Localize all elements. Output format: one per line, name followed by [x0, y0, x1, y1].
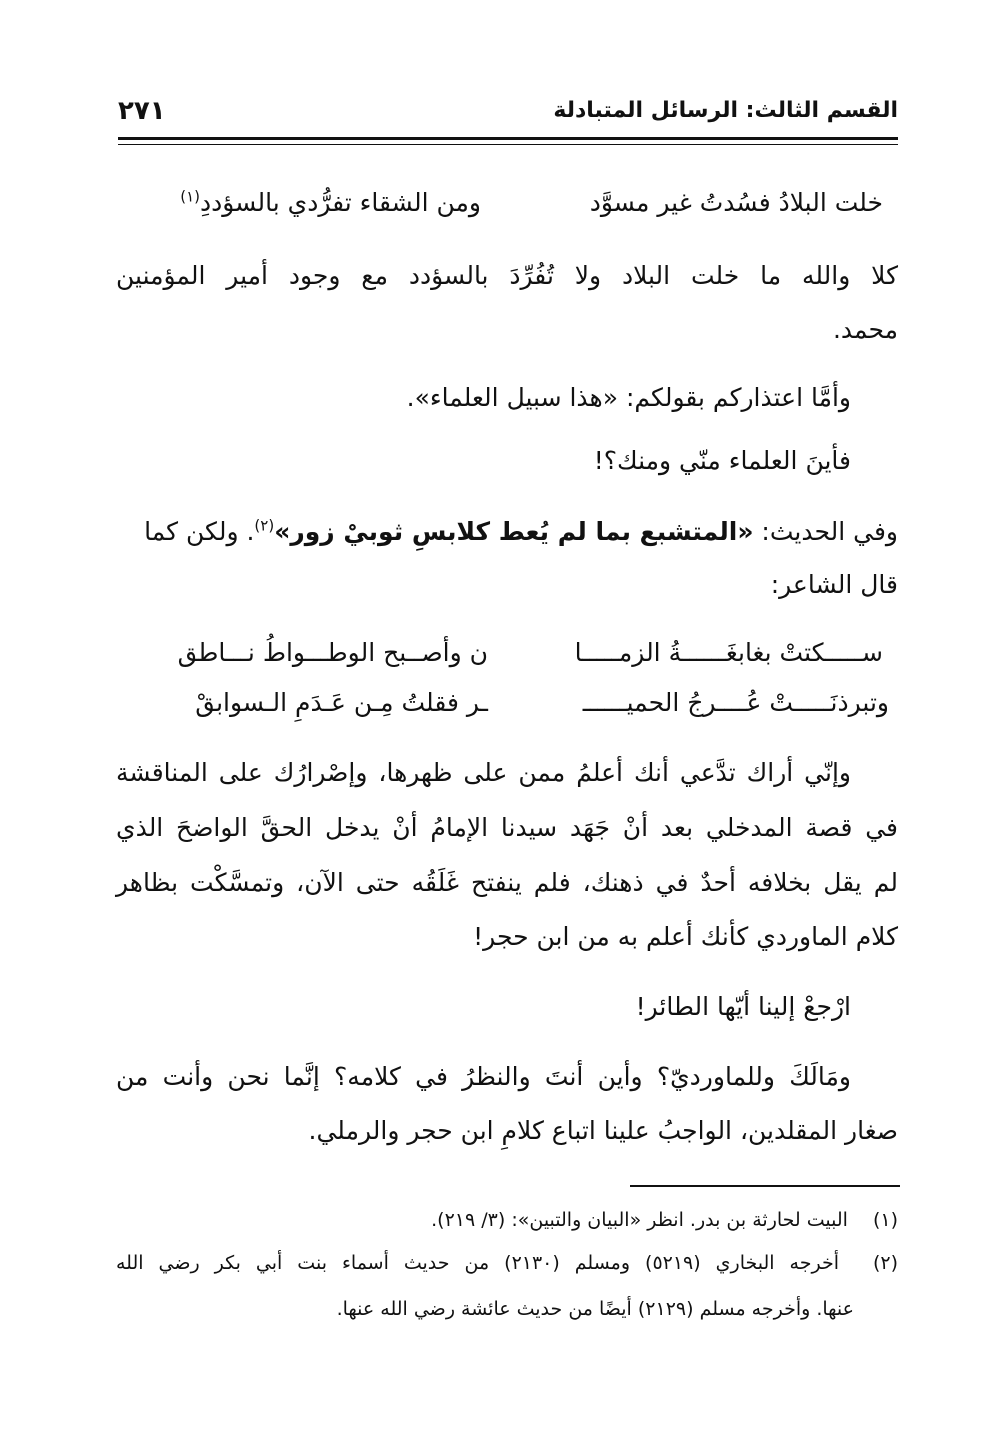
paragraph-5-line-2: في قصة المدخلي بعد أنْ جَهَد سيدنا الإمامُ أنْ يدخل الحقَّ الواضحَ الذي	[116, 813, 898, 842]
footnote-marker-1: (١)	[180, 187, 200, 206]
paragraph-5-line-4: كلام الماوردي كأنك أعلم به من ابن حجر!	[473, 922, 898, 951]
header-rule-thin	[118, 144, 898, 145]
footnote-1-text: البيت لحارثة بن بدر. انظر «البيان والتبين»: (٣/ ٢١٩).	[431, 1209, 848, 1231]
paragraph-4-suffix: . ولكن كما	[144, 517, 255, 546]
running-title: القسم الثالث: الرسائل المتبادلة	[553, 98, 898, 123]
paragraph-5-line-1: وإنّي أراك تدَّعي أنك أعلمُ ممن على ظهرها، وإصْرارُك على المناقشة	[116, 758, 851, 787]
paragraph-4-line-1	[116, 512, 898, 552]
verse-1-right-hemistich	[590, 183, 883, 223]
footnote-1-number: (١)	[872, 1209, 898, 1231]
footnote-2-text: أخرجه البخاري (٥٢١٩) ومسلم (٢١٣٠) من حديث أسماء بنت أبي بكر رضي الله	[116, 1252, 839, 1274]
verse-1-right-text: خلت البلادُ فسُدتُ غير مسوَّد	[589, 188, 883, 217]
verse-3-left-hemistich: ـر فقلتُ مِـن عَـدَمِ الـسوابقْ	[195, 688, 488, 717]
hadith-quote: «المتشبع بما لم يُعط كلابسِ ثوبيْ زور»	[274, 517, 754, 546]
paragraph-6: ارْجعْ إلينا أيّها الطائر!	[635, 992, 851, 1021]
footnote-1	[116, 1205, 898, 1235]
paragraph-2: وأمَّا اعتذاركم بقولكم: «هذا سبيل العلماء».	[406, 383, 851, 412]
paragraph-3: فأينَ العلماء منّي ومنك؟!	[593, 446, 851, 475]
paragraph-1-line-1: كلا والله ما خلت البلاد ولا تُفُرِّدَ بالسؤدد مع وجود أمير المؤمنين	[116, 261, 898, 290]
header-rule-thick	[118, 137, 898, 140]
page-header	[118, 96, 898, 136]
verse-2-right-hemistich: ســـــكتتْ بغابغَــــــةُ الزمـــــا	[574, 638, 883, 667]
paragraph-1-line-2: محمد.	[832, 315, 898, 344]
footnote-2-number: (٢)	[872, 1252, 898, 1274]
verse-2-left-hemistich: ن وأصــبح الوطـــواطُ نـــاطق	[177, 638, 488, 667]
verse-1-left-hemistich	[180, 183, 481, 223]
verse-3-right-hemistich: وتبرذنَـــــتْ عُــــرجُ الحميــــــ	[582, 688, 889, 717]
page-number: ٢٧١	[118, 96, 166, 126]
footnote-marker-2: (٢)	[254, 516, 275, 535]
footnote-separator	[630, 1185, 900, 1187]
footnote-2-line-1	[116, 1248, 898, 1278]
paragraph-4-prefix: وفي الحديث:	[753, 517, 898, 546]
paragraph-7-line-2: صغار المقلدين، الواجبُ علينا اتباع كلامِ ابن حجر والرملي.	[308, 1116, 898, 1145]
paragraph-7-line-1: ومَالَكَ وللماورديّ؟ وأين أنتَ والنظرُ في كلامه؟ إنَّما نحن وأنت من	[116, 1062, 851, 1091]
paragraph-5-line-3: لم يقل بخلافه أحدٌ في ذهنك، فلم ينفتح غَلَقُه حتى الآن، وتمسَّكْت بظاهر	[116, 868, 898, 897]
paragraph-4-line-2: قال الشاعر:	[770, 570, 898, 599]
footnote-2-line-2: عنها. وأخرجه مسلم (٢١٢٩) أيضًا من حديث عائشة رضي الله عنها.	[336, 1298, 854, 1320]
verse-1-left-text: ومن الشقاء تفرُّدي بالسؤددِ	[200, 188, 481, 217]
